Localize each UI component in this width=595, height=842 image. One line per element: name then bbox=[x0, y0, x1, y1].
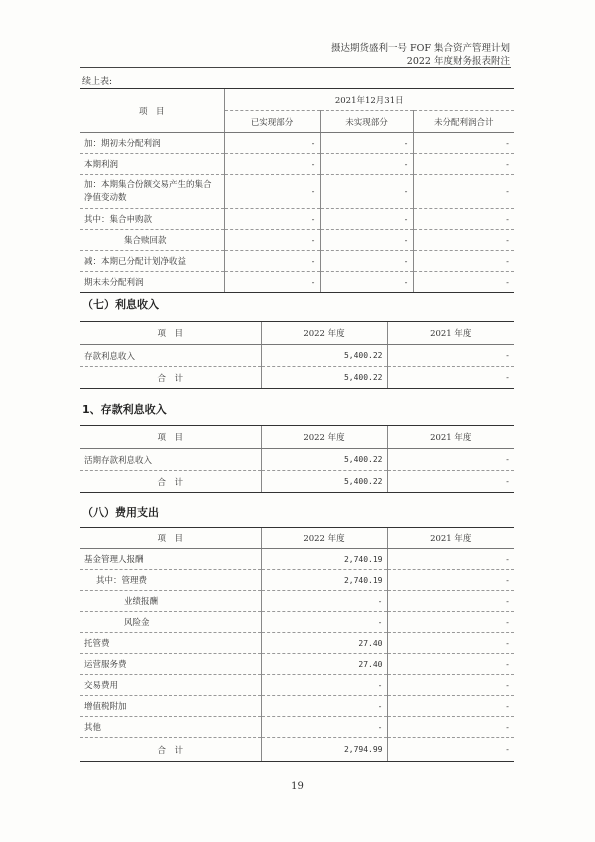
header-divider bbox=[80, 67, 511, 68]
col-header-2022: 2022 年度 bbox=[261, 528, 387, 549]
cell-value: - bbox=[413, 133, 514, 154]
cell-value: - bbox=[224, 209, 320, 230]
cell-value-2022: - bbox=[261, 612, 387, 633]
row-label: 托管费 bbox=[80, 633, 261, 654]
cell-value: - bbox=[413, 272, 514, 293]
row-label: 合 计 bbox=[80, 738, 261, 762]
table-row bbox=[80, 175, 514, 209]
table-row bbox=[80, 696, 514, 717]
cell-value-2021: - bbox=[387, 612, 514, 633]
row-label: 合 计 bbox=[80, 367, 261, 389]
cell-value-2022: 2,794.99 bbox=[261, 738, 387, 762]
cell-value-2021: - bbox=[387, 367, 514, 389]
row-label: 运营服务费 bbox=[80, 654, 261, 675]
cell-value-2022: - bbox=[261, 717, 387, 738]
col-header-item: 项 目 bbox=[80, 426, 261, 449]
table-row bbox=[80, 230, 514, 251]
cell-value-2022: - bbox=[261, 696, 387, 717]
col-header-unrealized: 未实现部分 bbox=[320, 111, 413, 133]
table-row bbox=[80, 612, 514, 633]
cell-value-2022: 27.40 bbox=[261, 654, 387, 675]
row-label: 减：本期已分配计划净收益 bbox=[80, 251, 224, 272]
row-label: 其中：管理费 bbox=[80, 570, 261, 591]
cell-value: - bbox=[224, 251, 320, 272]
table-row bbox=[80, 272, 514, 293]
cell-value-2022: 5,400.22 bbox=[261, 471, 387, 493]
col-header-2021: 2021 年度 bbox=[387, 528, 514, 549]
row-label: 存款利息收入 bbox=[80, 345, 261, 367]
table-row bbox=[80, 209, 514, 230]
col-header-realized: 已实现部分 bbox=[224, 111, 320, 133]
cell-value: - bbox=[320, 251, 413, 272]
row-label: 集合赎回款 bbox=[80, 230, 224, 251]
cell-value: - bbox=[413, 154, 514, 175]
undistributed-profit-table bbox=[80, 88, 514, 293]
table-row bbox=[80, 133, 514, 154]
row-label: 其他 bbox=[80, 717, 261, 738]
interest-income-table bbox=[80, 321, 514, 389]
cell-value-2021: - bbox=[387, 345, 514, 367]
table-row bbox=[80, 154, 514, 175]
cell-value-2022: - bbox=[261, 591, 387, 612]
row-label: 交易费用 bbox=[80, 675, 261, 696]
cell-value-2021: - bbox=[387, 738, 514, 762]
cell-value-2021: - bbox=[387, 449, 514, 471]
table-row bbox=[80, 570, 514, 591]
row-label: 期末未分配利润 bbox=[80, 272, 224, 293]
page-number: 19 bbox=[291, 781, 304, 792]
cell-value: - bbox=[224, 154, 320, 175]
row-label: 基金管理人报酬 bbox=[80, 549, 261, 570]
table-row bbox=[80, 251, 514, 272]
document-header bbox=[331, 42, 510, 68]
section-title-interest-income: （七）利息收入 bbox=[82, 298, 159, 311]
row-label: 风险金 bbox=[80, 612, 261, 633]
col-header-item: 项 目 bbox=[80, 528, 261, 549]
cell-value-2022: 5,400.22 bbox=[261, 449, 387, 471]
cell-value: - bbox=[224, 230, 320, 251]
cell-value-2022: 5,400.22 bbox=[261, 345, 387, 367]
cell-value: - bbox=[413, 230, 514, 251]
row-label: 其中：集合申购款 bbox=[80, 209, 224, 230]
cell-value-2022: 2,740.19 bbox=[261, 570, 387, 591]
header-plan-name: 摄达期货盛利一号 FOF 集合资产管理计划 bbox=[330, 43, 510, 54]
section-title-deposit-interest: 1、存款利息收入 bbox=[82, 403, 167, 416]
expenses-table bbox=[80, 527, 514, 762]
cell-value-2021: - bbox=[387, 549, 514, 570]
row-label: 加：本期集合份额交易产生的集合净值变动数 bbox=[80, 175, 224, 209]
row-label: 加：期初未分配利润 bbox=[80, 133, 224, 154]
item-header: 项 目 bbox=[80, 89, 224, 133]
cell-value-2022: 2,740.19 bbox=[261, 549, 387, 570]
header-report-name: 2022 年度财务报表附注 bbox=[406, 56, 510, 67]
cell-value: - bbox=[320, 154, 413, 175]
cell-value: - bbox=[224, 272, 320, 293]
table-row bbox=[80, 449, 514, 471]
cell-value-2021: - bbox=[387, 717, 514, 738]
cell-value: - bbox=[320, 272, 413, 293]
cell-value: - bbox=[320, 133, 413, 154]
col-header-2021: 2021 年度 bbox=[387, 426, 514, 449]
table-row bbox=[80, 675, 514, 696]
cell-value-2021: - bbox=[387, 675, 514, 696]
row-label: 增值税附加 bbox=[80, 696, 261, 717]
cell-value: - bbox=[413, 175, 514, 209]
col-header-item: 项 目 bbox=[80, 322, 261, 345]
cell-value-2021: - bbox=[387, 591, 514, 612]
cell-value-2022: 27.40 bbox=[261, 633, 387, 654]
cell-value: - bbox=[320, 209, 413, 230]
col-header-2022: 2022 年度 bbox=[261, 322, 387, 345]
deposit-interest-table bbox=[80, 425, 514, 493]
table-row bbox=[80, 345, 514, 367]
cell-value: - bbox=[413, 209, 514, 230]
cell-value-2021: - bbox=[387, 696, 514, 717]
row-label: 活期存款利息收入 bbox=[80, 449, 261, 471]
col-header-2021: 2021 年度 bbox=[387, 322, 514, 345]
cell-value-2022: 5,400.22 bbox=[261, 367, 387, 389]
cell-value-2021: - bbox=[387, 570, 514, 591]
cell-value: - bbox=[320, 230, 413, 251]
table-row bbox=[80, 717, 514, 738]
table-row bbox=[80, 633, 514, 654]
cell-value-2021: - bbox=[387, 633, 514, 654]
cell-value-2021: - bbox=[387, 471, 514, 493]
table-row-total bbox=[80, 471, 514, 493]
row-label: 业绩报酬 bbox=[80, 591, 261, 612]
date-header: 2021年12月31日 bbox=[224, 89, 514, 111]
cell-value: - bbox=[224, 175, 320, 209]
continued-label: 续上表: bbox=[82, 77, 113, 87]
section-title-expenses: （八）费用支出 bbox=[82, 506, 159, 519]
row-label: 合 计 bbox=[80, 471, 261, 493]
cell-value: - bbox=[413, 251, 514, 272]
cell-value-2022: - bbox=[261, 675, 387, 696]
cell-value-2021: - bbox=[387, 654, 514, 675]
col-header-total: 未分配利润合计 bbox=[413, 111, 514, 133]
table-row-total bbox=[80, 738, 514, 762]
row-label: 本期利润 bbox=[80, 154, 224, 175]
table-row bbox=[80, 591, 514, 612]
table-row-total bbox=[80, 367, 514, 389]
cell-value: - bbox=[224, 133, 320, 154]
table-row bbox=[80, 654, 514, 675]
col-header-2022: 2022 年度 bbox=[261, 426, 387, 449]
cell-value: - bbox=[320, 175, 413, 209]
table-row bbox=[80, 549, 514, 570]
